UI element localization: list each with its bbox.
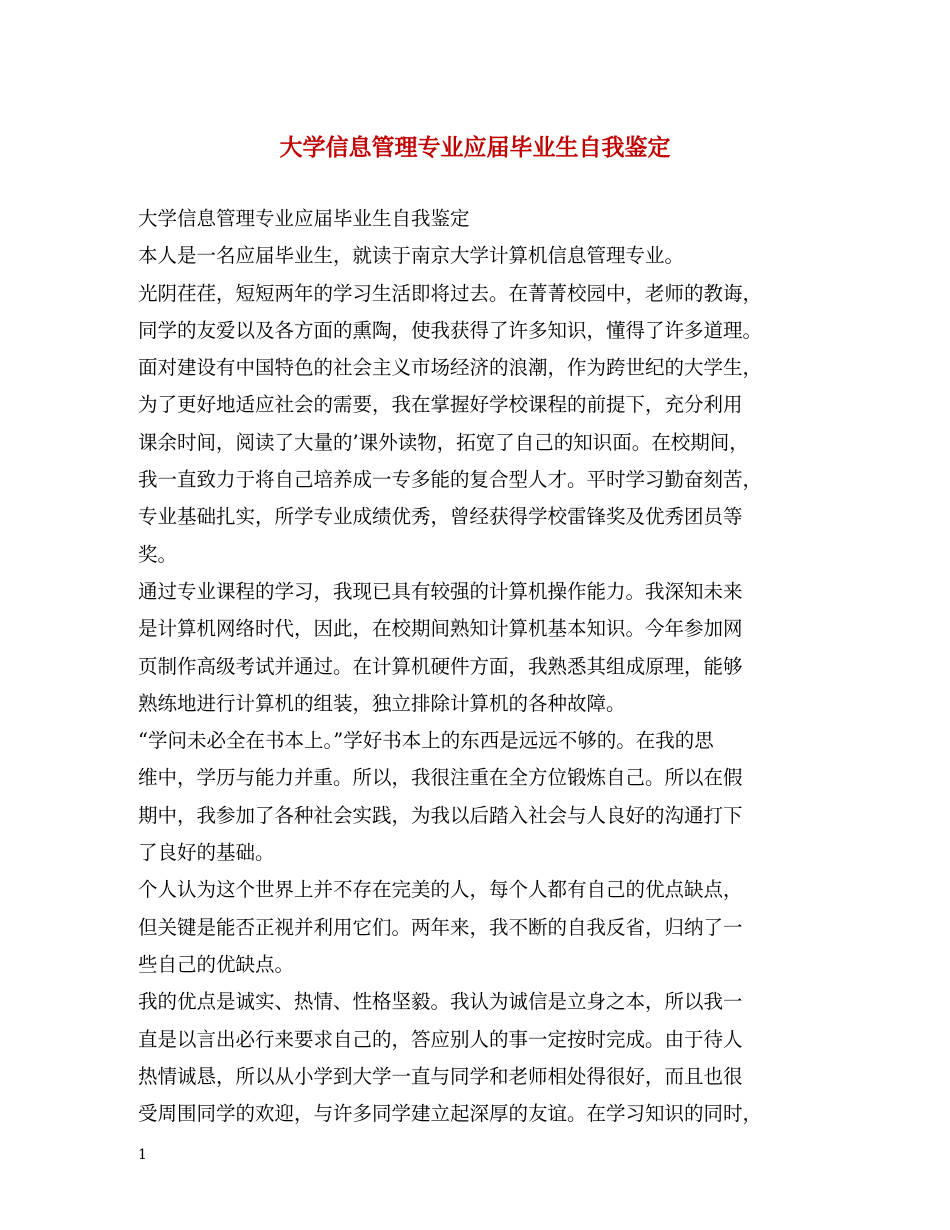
body-line: 我一直致力于将自己培养成一专多能的复合型人才。平时学习勤奋刻苦， [138, 468, 763, 492]
body-line: 个人认为这个世界上并不存在完美的人，每个人都有自己的优点缺点， [138, 878, 743, 902]
body-line: 课余时间，阅读了大量的’课外读物，拓宽了自己的知识面。在校期间， [138, 430, 749, 454]
body-line: 专业基础扎实，所学专业成绩优秀，曾经获得学校雷锋奖及优秀团员等 [138, 505, 743, 529]
body-line: 热情诚恳，所以从小学到大学一直与同学和老师相处得很好，而且也很 [138, 1064, 743, 1088]
body-line: 大学信息管理专业应届毕业生自我鉴定 [138, 207, 470, 230]
document-title: 大学信息管理专业应届毕业生自我鉴定 [279, 134, 671, 161]
body-line: 面对建设有中国特色的社会主义市场经济的浪潮，作为跨世纪的大学生， [138, 356, 763, 380]
body-line: 了良好的基础。 [138, 841, 275, 865]
body-line: 光阴荏荏，短短两年的学习生活即将过去。在菁菁校园中，老师的教诲， [138, 281, 763, 305]
body-line: 受周围同学的欢迎，与许多同学建立起深厚的友谊。在学习知识的同时， [138, 1102, 763, 1126]
body-line: 通过专业课程的学习，我现已具有较强的计算机操作能力。我深知未来 [138, 579, 743, 603]
body-line: “学问未必全在书本上。”学好书本上的东西是远远不够的。在我的思 [138, 729, 714, 753]
body-line: 同学的友爱以及各方面的熏陶，使我获得了许多知识，懂得了许多道理。 [138, 318, 763, 342]
body-line: 我的优点是诚实、热情、性格坚毅。我认为诚信是立身之本，所以我一 [138, 990, 743, 1014]
body-line: 期中，我参加了各种社会实践，为我以后踏入社会与人良好的沟通打下 [138, 803, 743, 827]
body-line: 为了更好地适应社会的需要，我在掌握好学校课程的前提下，充分利用 [138, 393, 743, 417]
body-line: 但关键是能否正视并利用它们。两年来，我不断的自我反省，归纳了一 [138, 915, 743, 939]
page-number: 1 [138, 1147, 147, 1163]
body-line: 奖。 [138, 542, 178, 566]
body-line: 页制作高级考试并通过。在计算机硬件方面，我熟悉其组成原理，能够 [138, 654, 743, 678]
body-line: 直是以言出必行来要求自己的，答应别人的事一定按时完成。由于待人 [138, 1027, 743, 1051]
body-line: 维中，学历与能力并重。所以，我很注重在全方位锻炼自己。所以在假 [138, 766, 743, 790]
body-line: 熟练地进行计算机的组装，独立排除计算机的各种故障。 [138, 691, 626, 715]
document-body [138, 200, 828, 1132]
body-line: 是计算机网络时代，因此，在校期间熟知计算机基本知识。今年参加网 [138, 617, 743, 641]
body-line: 本人是一名应届毕业生，就读于南京大学计算机信息管理专业。 [138, 244, 685, 268]
body-line: 些自己的优缺点。 [138, 952, 295, 976]
